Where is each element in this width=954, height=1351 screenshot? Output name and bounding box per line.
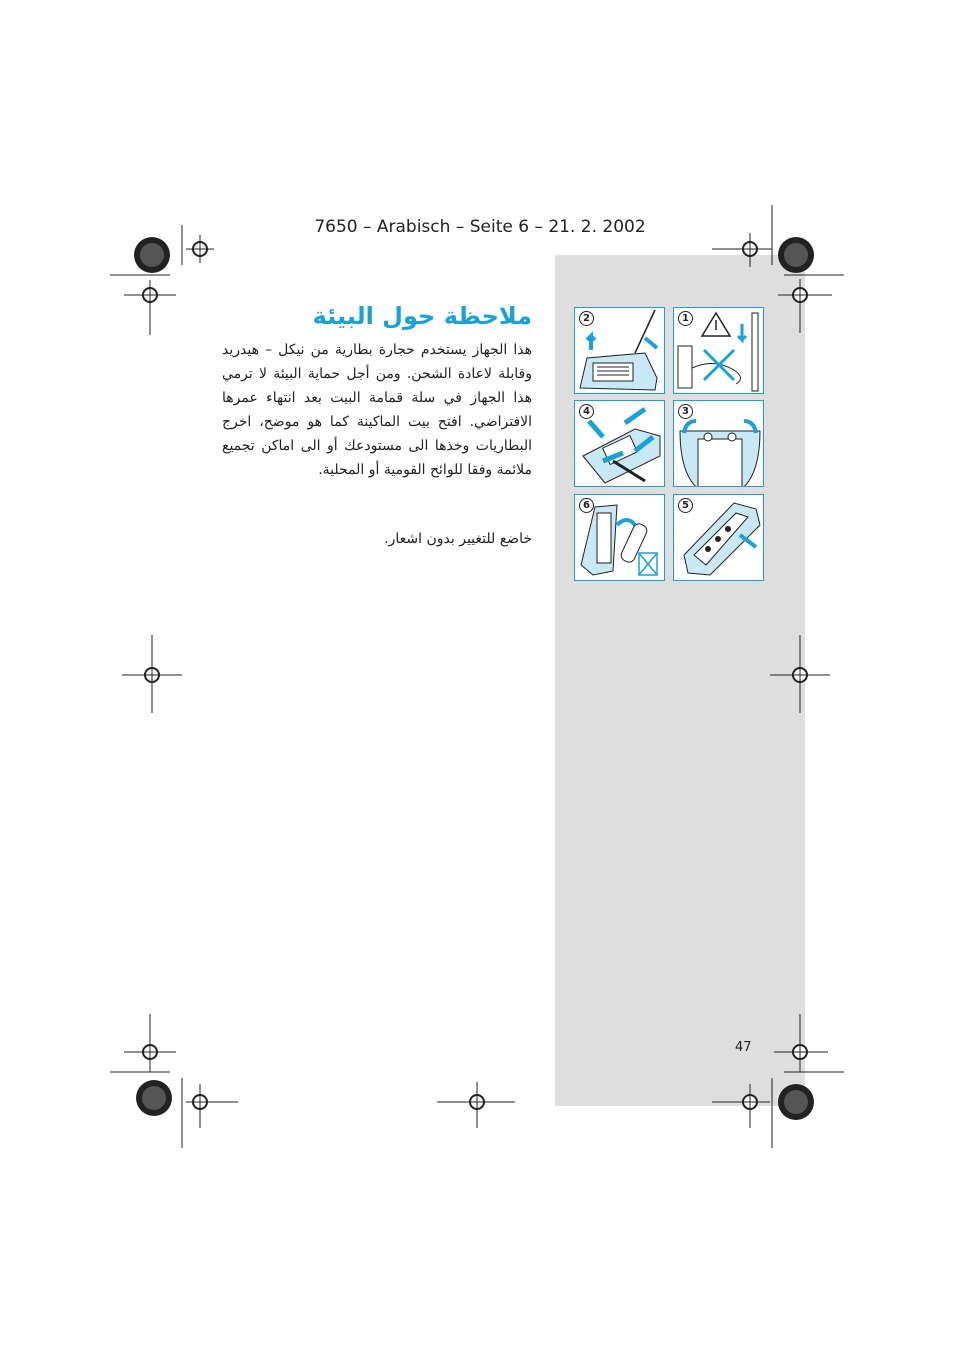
step-number: 1 [678, 311, 693, 326]
page-number: 47 [735, 1040, 752, 1055]
step-figure-6 [574, 494, 665, 581]
step-figure-4 [574, 400, 665, 487]
step-figure-5 [673, 494, 764, 581]
step-number: 6 [579, 498, 594, 513]
registration-mark-mid-right [770, 635, 830, 715]
section-title: ملاحظة حول البيئة [312, 302, 532, 330]
step-number: 5 [678, 498, 693, 513]
change-note: خاضع للتغيير بدون اشعار. [384, 531, 532, 547]
registration-mark-top-right [712, 205, 844, 335]
registration-mark-bottom-center [437, 1080, 517, 1130]
section-body: هذا الجهاز يستخدم حجارة بطارية من نيكل – هيدريد وقابلة لاعادة الشحن. ومن أجل حماية البيئة لا ترمي هذا الجهاز في سلة قمامة البيت بعد انتهاء عمرها الافتراضي. افتح بيت الماكينة كما هو موضح، اخرج البطاريات وخذها الى مستودعك أو الى اماكن تجميع ملائمة وفقا للوائح القومية أو المحلية. [222, 342, 532, 478]
registration-mark-top-left [110, 225, 230, 345]
step-number: 3 [678, 404, 693, 419]
step-figure-3 [673, 400, 764, 487]
registration-mark-bottom-right [712, 1012, 844, 1152]
print-header: 7650 – Arabisch – Seite 6 – 21. 2. 2002 [314, 217, 646, 237]
step-figure-2 [574, 307, 665, 394]
registration-mark-mid-left [122, 635, 182, 715]
registration-mark-bottom-left [110, 1012, 240, 1152]
step-number: 2 [579, 311, 594, 326]
step-number: 4 [579, 404, 594, 419]
